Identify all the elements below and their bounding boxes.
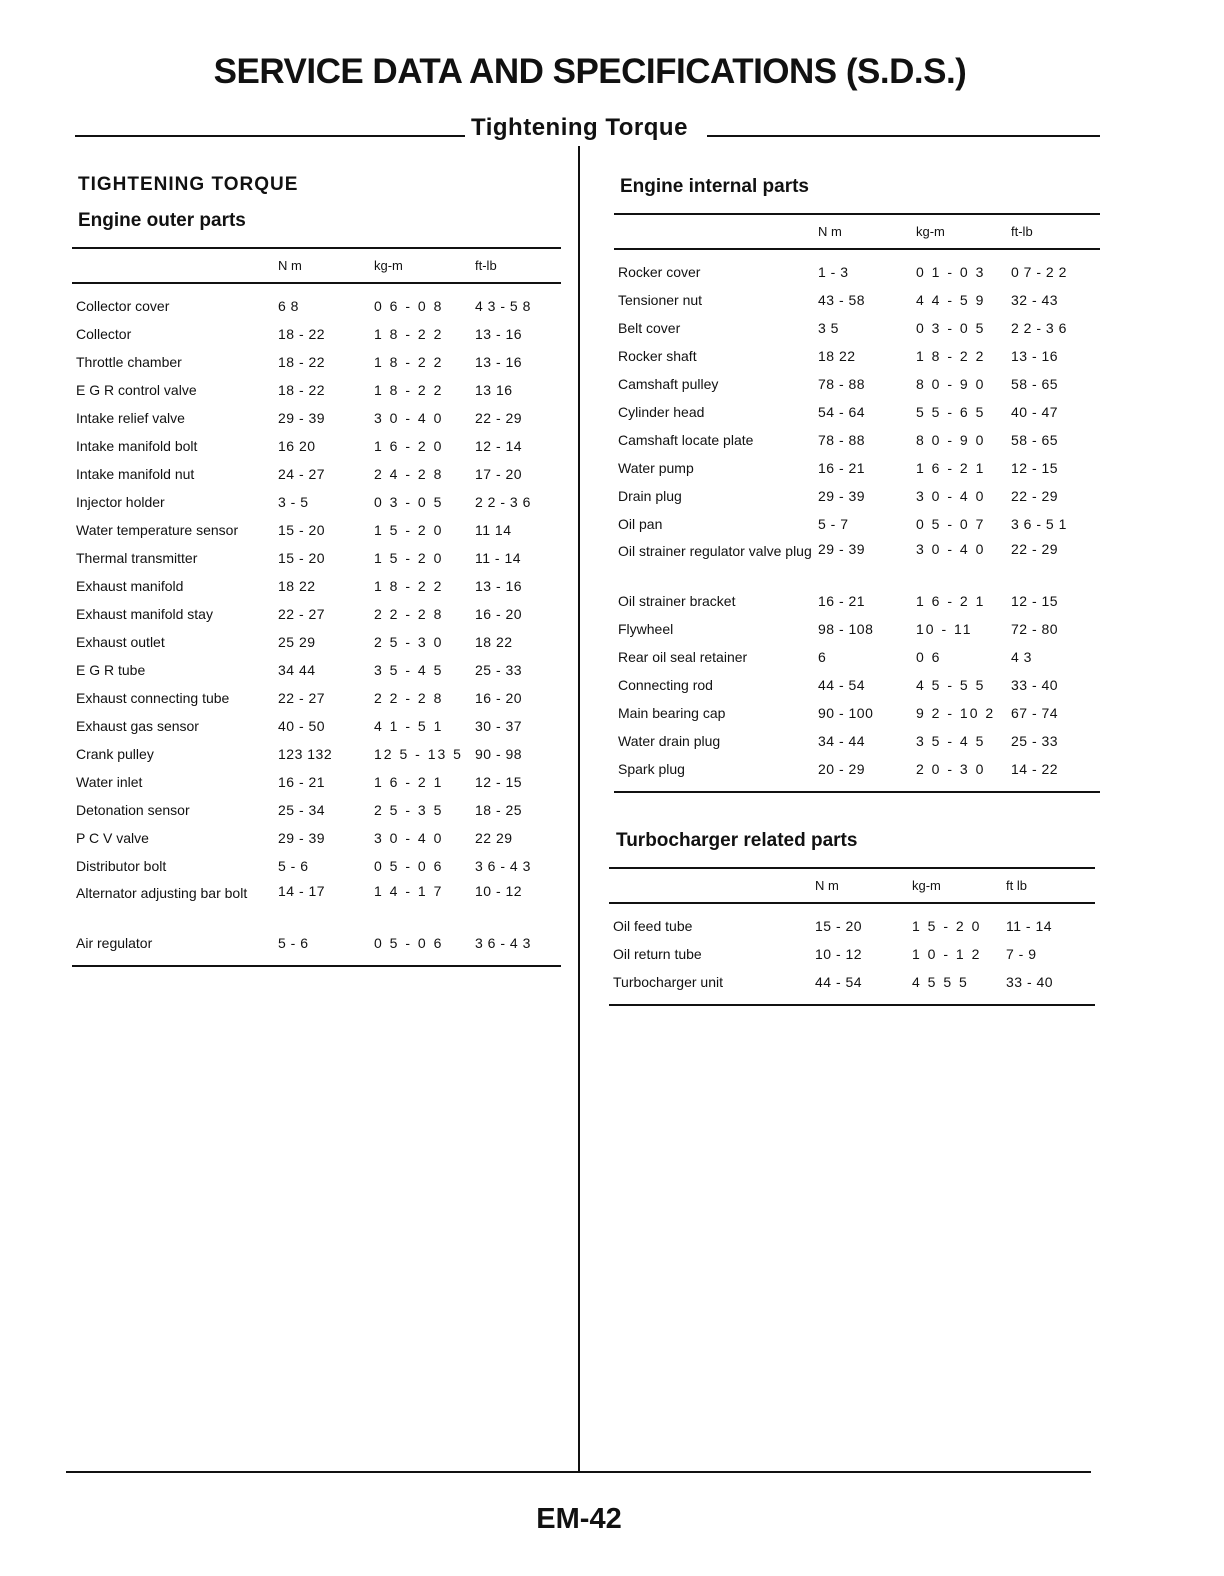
part-name: Belt cover — [618, 320, 681, 336]
torque-ftlb: 3 6 - 4 3 — [475, 858, 531, 874]
torque-kgm: 0 3 - 0 5 — [374, 494, 444, 510]
torque-nm: 25 - 34 — [278, 802, 326, 818]
table-row — [614, 454, 1100, 482]
part-name: Intake relief valve — [76, 410, 185, 426]
torque-ftlb: 12 - 15 — [475, 774, 523, 790]
torque-ftlb: 25 - 33 — [1011, 733, 1059, 749]
table-row — [72, 684, 561, 712]
torque-nm: 5 - 7 — [818, 516, 849, 532]
torque-ftlb: 13 - 16 — [475, 326, 523, 342]
page-number: EM-42 — [536, 1503, 622, 1535]
torque-ftlb: 72 - 80 — [1011, 621, 1059, 637]
torque-nm: 15 - 20 — [815, 918, 863, 934]
torque-nm: 18 - 22 — [278, 354, 326, 370]
torque-kgm: 4 1 - 5 1 — [374, 718, 444, 734]
table-row — [72, 348, 561, 376]
torque-nm: 15 - 20 — [278, 550, 326, 566]
torque-ftlb: 40 - 47 — [1011, 404, 1059, 420]
torque-nm: 54 - 64 — [818, 404, 866, 420]
torque-kgm: 3 0 - 4 0 — [374, 830, 444, 846]
table-row — [72, 572, 561, 600]
section-rule-right — [707, 135, 1100, 137]
turbocharger-heading: Turbocharger related parts — [616, 830, 858, 851]
part-name: E G R tube — [76, 662, 146, 678]
part-name: Oil return tube — [613, 946, 702, 962]
torque-ftlb: 90 - 98 — [475, 746, 523, 762]
table-row — [609, 968, 1095, 1005]
part-name: E G R control valve — [76, 382, 197, 398]
turbocharger-table — [609, 867, 1095, 1006]
part-name: Main bearing cap — [618, 705, 726, 721]
torque-ftlb: 17 - 20 — [475, 466, 523, 482]
torque-kgm: 3 5 - 4 5 — [374, 662, 444, 678]
torque-kgm: 2 5 - 3 0 — [374, 634, 444, 650]
torque-kgm: 1 8 - 2 2 — [374, 578, 444, 594]
torque-kgm: 1 6 - 2 1 — [374, 774, 444, 790]
torque-nm: 20 - 29 — [818, 755, 916, 792]
section-header — [75, 114, 1100, 144]
torque-nm: 44 - 54 — [818, 677, 866, 693]
column-header: N m — [818, 214, 916, 249]
torque-nm: 78 - 88 — [818, 432, 866, 448]
torque-kgm: 5 5 - 6 5 — [916, 404, 986, 420]
torque-nm: 3 5 — [818, 320, 839, 336]
column-divider — [578, 146, 580, 1472]
table-row — [72, 628, 561, 656]
torque-kgm: 4 5 5 5 — [912, 968, 1006, 1005]
torque-kgm: 2 2 - 2 8 — [374, 606, 444, 622]
part-name: Intake manifold bolt — [76, 438, 198, 454]
part-name: Collector — [76, 326, 132, 342]
part-name: Exhaust manifold stay — [76, 606, 213, 622]
torque-nm: 29 - 39 — [278, 410, 326, 426]
part-name: Spark plug — [614, 755, 818, 792]
torque-ftlb: 13 16 — [475, 382, 513, 398]
torque-ftlb: 13 - 16 — [1011, 348, 1059, 364]
torque-kgm: 4 5 - 5 5 — [916, 677, 986, 693]
torque-nm: 29 - 39 — [278, 830, 326, 846]
part-name: Cylinder head — [618, 404, 705, 420]
torque-nm: 5 - 6 — [278, 858, 309, 874]
torque-nm: 18 - 22 — [278, 382, 326, 398]
torque-kgm: 1 8 - 2 2 — [374, 326, 444, 342]
torque-ftlb: 11 - 14 — [475, 550, 522, 566]
torque-kgm: 10 - 11 — [916, 621, 973, 637]
part-name: Flywheel — [618, 621, 674, 637]
engine-outer-heading: Engine outer parts — [78, 210, 246, 231]
part-name: Water temperature sensor — [76, 522, 239, 538]
column-header: ft-lb — [475, 248, 561, 283]
table-row — [72, 929, 561, 966]
part-name: Connecting rod — [618, 677, 713, 693]
torque-kgm: 0 5 - 0 6 — [374, 929, 475, 966]
torque-nm: 16 20 — [278, 438, 316, 454]
torque-nm: 22 - 27 — [278, 606, 326, 622]
column-header: N m — [278, 248, 374, 283]
torque-kgm: 3 5 - 4 5 — [916, 733, 986, 749]
part-name: Oil strainer regulator valve plug — [618, 543, 812, 559]
column-header: ft lb — [1006, 868, 1095, 903]
torque-ftlb: 10 - 12 — [475, 883, 523, 899]
table-row — [614, 615, 1100, 643]
part-name: Intake manifold nut — [76, 466, 195, 482]
table-row — [614, 699, 1100, 727]
torque-ftlb: 13 - 16 — [475, 578, 523, 594]
table-row — [72, 488, 561, 516]
part-name: Camshaft locate plate — [618, 432, 754, 448]
torque-ftlb: 12 - 14 — [475, 438, 523, 454]
table-row — [72, 283, 561, 320]
table-row — [72, 880, 561, 929]
torque-nm: 123 132 — [278, 746, 333, 762]
table-row — [72, 376, 561, 404]
torque-ftlb: 30 - 37 — [475, 718, 523, 734]
torque-kgm: 3 0 - 4 0 — [916, 488, 986, 504]
torque-ftlb: 16 - 20 — [475, 606, 523, 622]
torque-kgm: 1 8 - 2 2 — [916, 348, 986, 364]
part-name: Distributor bolt — [76, 858, 167, 874]
part-name: Exhaust outlet — [76, 634, 165, 650]
table-row — [614, 342, 1100, 370]
torque-ftlb: 0 7 - 2 2 — [1011, 264, 1067, 280]
torque-kgm: 1 6 - 2 1 — [916, 593, 986, 609]
table-row — [609, 903, 1095, 940]
torque-ftlb: 14 - 22 — [1011, 755, 1100, 792]
part-name: Thermal transmitter — [76, 550, 198, 566]
table-row — [72, 712, 561, 740]
part-name: Detonation sensor — [76, 802, 190, 818]
part-name: Rocker cover — [618, 264, 701, 280]
torque-kgm: 0 5 - 0 7 — [916, 516, 986, 532]
torque-ftlb: 16 - 20 — [475, 690, 523, 706]
table-row — [614, 314, 1100, 342]
torque-nm: 18 22 — [818, 348, 856, 364]
torque-nm: 90 - 100 — [818, 705, 874, 721]
torque-nm: 98 - 108 — [818, 621, 874, 637]
torque-nm: 24 - 27 — [278, 466, 326, 482]
part-name: Alternator adjusting bar bolt — [76, 885, 248, 901]
table-row — [614, 370, 1100, 398]
table-row — [614, 249, 1100, 286]
part-name: Injector holder — [76, 494, 165, 510]
table-row — [614, 398, 1100, 426]
column-header: N m — [815, 868, 912, 903]
torque-kgm: 0 1 - 0 3 — [916, 264, 986, 280]
column-header: kg-m — [916, 214, 1011, 249]
torque-ftlb: 2 2 - 3 6 — [1011, 320, 1067, 336]
torque-kgm: 4 4 - 5 9 — [916, 292, 986, 308]
torque-ftlb: 22 - 29 — [475, 410, 523, 426]
column-header: ft-lb — [1011, 214, 1100, 249]
torque-nm: 43 - 58 — [818, 292, 866, 308]
torque-ftlb: 33 - 40 — [1006, 968, 1095, 1005]
torque-nm: 16 - 21 — [278, 774, 326, 790]
table-row — [72, 460, 561, 488]
torque-ftlb: 12 - 15 — [1011, 460, 1059, 476]
table-header-row — [614, 214, 1100, 249]
table-row — [609, 940, 1095, 968]
torque-ftlb: 32 - 43 — [1011, 292, 1059, 308]
torque-nm: 10 - 12 — [815, 946, 863, 962]
torque-nm: 6 — [818, 649, 827, 665]
torque-ftlb: 4 3 — [1011, 649, 1032, 665]
part-name: Tensioner nut — [618, 292, 703, 308]
torque-ftlb: 7 - 9 — [1006, 946, 1037, 962]
torque-ftlb: 11 14 — [475, 522, 512, 538]
torque-kgm: 1 5 - 2 0 — [374, 550, 444, 566]
torque-ftlb: 58 - 65 — [1011, 376, 1059, 392]
torque-ftlb: 58 - 65 — [1011, 432, 1059, 448]
part-name: Rear oil seal retainer — [618, 649, 748, 665]
table-row — [614, 671, 1100, 699]
part-name: Exhaust gas sensor — [76, 718, 199, 734]
torque-kgm: 3 0 - 4 0 — [374, 410, 444, 426]
table-row — [614, 510, 1100, 538]
torque-nm: 18 - 22 — [278, 326, 326, 342]
part-name: Exhaust manifold — [76, 578, 184, 594]
column-header — [72, 248, 278, 283]
table-row — [614, 727, 1100, 755]
torque-ftlb: 67 - 74 — [1011, 705, 1059, 721]
torque-nm: 15 - 20 — [278, 522, 326, 538]
part-name: Exhaust connecting tube — [76, 690, 230, 706]
table-row — [72, 740, 561, 768]
torque-kgm: 12 5 - 13 5 — [374, 746, 463, 762]
table-row — [614, 643, 1100, 671]
torque-nm: 5 - 6 — [278, 929, 374, 966]
torque-nm: 14 - 17 — [278, 883, 326, 899]
torque-ftlb: 25 - 33 — [475, 662, 523, 678]
part-name: Oil feed tube — [613, 918, 693, 934]
page-title: SERVICE DATA AND SPECIFICATIONS (S.D.S.) — [213, 52, 967, 91]
table-row — [72, 796, 561, 824]
torque-ftlb: 33 - 40 — [1011, 677, 1059, 693]
torque-ftlb: 2 2 - 3 6 — [475, 494, 531, 510]
table-row — [72, 432, 561, 460]
part-name: P C V valve — [76, 830, 149, 846]
torque-ftlb: 13 - 16 — [475, 354, 523, 370]
table-header-row — [609, 868, 1095, 903]
torque-kgm: 9 2 - 10 2 — [916, 705, 996, 721]
torque-ftlb: 22 29 — [475, 830, 513, 846]
torque-kgm: 1 6 - 2 0 — [374, 438, 444, 454]
part-name: Oil pan — [618, 516, 663, 532]
torque-kgm: 0 6 — [916, 649, 942, 665]
torque-nm: 6 8 — [278, 298, 299, 314]
torque-ftlb: 18 - 25 — [475, 802, 523, 818]
table-row — [614, 538, 1100, 587]
part-name: Throttle chamber — [76, 354, 182, 370]
table-row — [72, 320, 561, 348]
table-row — [72, 824, 561, 852]
table-row — [72, 768, 561, 796]
torque-kgm: 1 5 - 2 0 — [374, 522, 444, 538]
left-heading: TIGHTENING TORQUE — [78, 174, 299, 195]
table-row — [614, 755, 1100, 792]
torque-nm: 22 - 27 — [278, 690, 326, 706]
torque-nm: 44 - 54 — [815, 968, 912, 1005]
part-name: Water inlet — [76, 774, 143, 790]
torque-nm: 16 - 21 — [818, 460, 866, 476]
part-name: Collector cover — [76, 298, 170, 314]
torque-nm: 16 - 21 — [818, 593, 866, 609]
torque-ftlb: 4 3 - 5 8 — [475, 298, 531, 314]
table-header-row — [72, 248, 561, 283]
torque-nm: 25 29 — [278, 634, 316, 650]
torque-kgm: 2 5 - 3 5 — [374, 802, 444, 818]
part-name: Rocker shaft — [618, 348, 697, 364]
torque-ftlb: 11 - 14 — [1006, 918, 1053, 934]
torque-nm: 34 - 44 — [818, 733, 866, 749]
table-row — [614, 426, 1100, 454]
torque-nm: 29 - 39 — [818, 541, 866, 557]
column-header — [614, 214, 818, 249]
engine-internal-table — [614, 213, 1100, 793]
torque-kgm: 1 4 - 1 7 — [374, 883, 444, 899]
column-header: kg-m — [374, 248, 475, 283]
torque-kgm: 2 0 - 3 0 — [916, 755, 1011, 792]
torque-kgm: 8 0 - 9 0 — [916, 432, 986, 448]
table-row — [72, 852, 561, 880]
torque-kgm: 1 8 - 2 2 — [374, 354, 444, 370]
torque-ftlb: 22 - 29 — [1011, 541, 1059, 557]
torque-kgm: 2 2 - 2 8 — [374, 690, 444, 706]
footer-rule — [66, 1471, 1091, 1473]
table-row — [72, 516, 561, 544]
part-name: Crank pulley — [76, 746, 154, 762]
torque-kgm: 2 4 - 2 8 — [374, 466, 444, 482]
torque-ftlb: 22 - 29 — [1011, 488, 1059, 504]
torque-kgm: 0 5 - 0 6 — [374, 858, 444, 874]
table-row — [72, 404, 561, 432]
torque-nm: 78 - 88 — [818, 376, 866, 392]
part-name: Drain plug — [618, 488, 682, 504]
part-name: Water drain plug — [618, 733, 721, 749]
table-row — [614, 587, 1100, 615]
torque-ftlb: 18 22 — [475, 634, 513, 650]
torque-nm: 18 22 — [278, 578, 316, 594]
torque-nm: 1 - 3 — [818, 264, 849, 280]
torque-kgm: 8 0 - 9 0 — [916, 376, 986, 392]
table-row — [72, 544, 561, 572]
section-title: Tightening Torque — [471, 114, 688, 141]
torque-kgm: 1 0 - 1 2 — [912, 946, 982, 962]
torque-kgm: 3 0 - 4 0 — [916, 541, 986, 557]
table-row — [614, 286, 1100, 314]
torque-kgm: 1 8 - 2 2 — [374, 382, 444, 398]
part-name: Air regulator — [72, 929, 278, 966]
part-name: Turbocharger unit — [609, 968, 815, 1005]
table-row — [72, 656, 561, 684]
torque-kgm: 1 5 - 2 0 — [912, 918, 982, 934]
torque-kgm: 1 6 - 2 1 — [916, 460, 986, 476]
engine-internal-heading: Engine internal parts — [620, 176, 809, 197]
torque-ftlb: 12 - 15 — [1011, 593, 1059, 609]
part-name: Camshaft pulley — [618, 376, 719, 392]
torque-ftlb: 3 6 - 5 1 — [1011, 516, 1067, 532]
engine-outer-table — [72, 247, 561, 967]
part-name: Oil strainer bracket — [618, 593, 736, 609]
table-row — [614, 482, 1100, 510]
column-header: kg-m — [912, 868, 1006, 903]
torque-kgm: 0 3 - 0 5 — [916, 320, 986, 336]
torque-nm: 29 - 39 — [818, 488, 866, 504]
column-header — [609, 868, 815, 903]
table-row — [72, 600, 561, 628]
torque-ftlb: 3 6 - 4 3 — [475, 929, 561, 966]
torque-nm: 34 44 — [278, 662, 316, 678]
torque-kgm: 0 6 - 0 8 — [374, 298, 444, 314]
part-name: Water pump — [618, 460, 694, 476]
torque-nm: 40 - 50 — [278, 718, 326, 734]
torque-nm: 3 - 5 — [278, 494, 309, 510]
section-rule-left — [75, 135, 465, 137]
